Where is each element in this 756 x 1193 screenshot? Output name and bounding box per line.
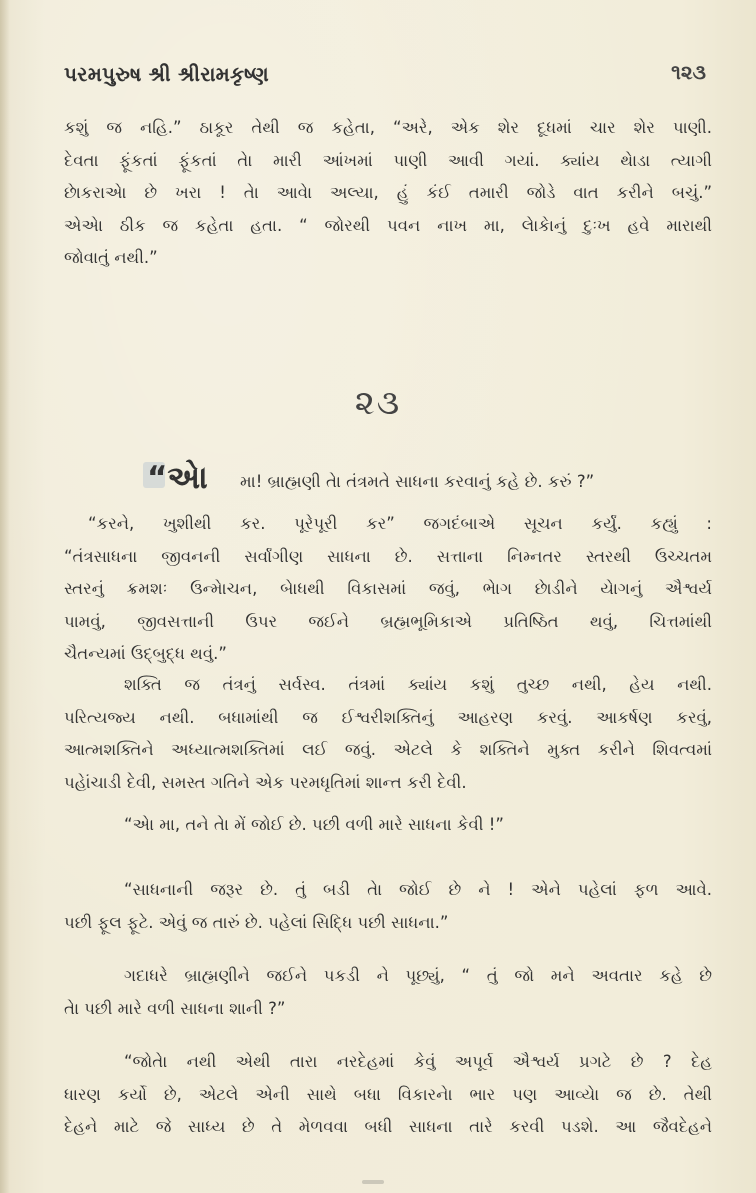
paragraph-dialogue-1 bbox=[64, 809, 712, 842]
text-line: પરિત્યજ્ય નથી. બધામાંથી જ ઈશ્વરીશક્તિનું આહરણ કરવું. આકર્ષણ કરવું, bbox=[64, 707, 712, 727]
paper-blemish bbox=[362, 1180, 384, 1184]
text-line: દેહને માટે જે સાધ્ય છે તે મેળવવા બધી સાધના તારે કરવી પડશે. આ જૈવદેહને bbox=[64, 1117, 712, 1137]
text-line: “કરને, ખુશીથી કર. પૂરેપૂરી કર” જગદંબાએ સૂચન કર્યું. કહ્યું : bbox=[88, 514, 712, 533]
paragraph-closing bbox=[64, 1046, 712, 1144]
text-line: જોવાતું નથી.” bbox=[64, 248, 158, 268]
page-binding-shadow bbox=[0, 0, 10, 1193]
text-line: પહેાંચાડી દેવી, સમસ્ત ગતિને એક પરમધૃતિમાં શાન્ત કરી દેવી. bbox=[64, 772, 467, 792]
chapter-first-line: મા! બ્રાહ્મણી તેા તંત્રમતે સાધના કરવાનું કહે છે. કરું ?” bbox=[240, 472, 595, 491]
paragraph-tantra-sadhana bbox=[64, 508, 712, 671]
text-line: આત્મશક્તિને અધ્યાત્મશક્તિમાં લઈ જવું. એટલે કે શક્તિને મુક્ત કરીને શિવત્વમાં bbox=[64, 740, 712, 760]
text-line: “એા મા, તને તેા મેં જોઈ છે. પછી વળી મારે સાધના કેવી !” bbox=[124, 815, 504, 834]
drop-cap: “એા bbox=[147, 460, 208, 496]
text-line: પછી ફૂલ ફૂટે. એવું જ તારું છે. પહેલાં સિદ્ધિ પછી સાધના.” bbox=[64, 912, 449, 932]
paragraph-shakti bbox=[64, 669, 712, 799]
text-line: દેવતા ફૂંકતાં ફૂંકતાં તેા મારી આંખમાં પાણી આવી ગયાં. ક્યાંય થેાડા ત્યાગી bbox=[64, 150, 712, 170]
text-line: “સાધનાની જરૂર છે. તું બડી તેા જોઈ છે ને ! એને પહેલાં ફળ આવે. bbox=[124, 880, 712, 899]
text-line: છેાકરાએા છે ખરા ! તેા આવેા અલ્યા, હું કંઈ તમારી જોડે વાત કરીને બચું.” bbox=[64, 183, 712, 203]
text-line: એએા ઠીક જ કહેતા હતા. “ જોરથી પવન નાખ મા, લેાકેાનું દુઃખ હવે મારાથી bbox=[64, 215, 712, 235]
paragraph-dialogue-2 bbox=[64, 874, 712, 939]
chapter-number: ૨૩ bbox=[354, 383, 402, 423]
text-line: કશું જ નહિ.” ઠાકૂર તેથી જ કહેતા, “અરે, એક શેર દૂધમાં ચાર શેર પાણી. bbox=[64, 118, 712, 137]
text-line: ગદાધરે બ્રાહ્મણીને જઈને પકડી ને પૂછ્યું, “ તું જો મને અવતાર કહે છે bbox=[124, 966, 712, 985]
text-line: ચૈતન્યમાં ઉદ્બુદ્ધ થવું.” bbox=[64, 644, 227, 664]
text-line: પામવું, જીવસત્તાની ઉપર જઈને બ્રહ્મભૂમિકાએ પ્રતિષ્ઠિત થવું, ચિત્તમાંથી bbox=[64, 611, 712, 631]
text-line: “તંત્રસાધના જીવનની સર્વાંગીણ સાધના છે. સત્તાના નિમ્નતર સ્તરથી ઉચ્ચતમ bbox=[64, 546, 712, 566]
paragraph-gadadhar bbox=[64, 960, 712, 1025]
running-title: પરમપુરુષ શ્રી શ્રીરામકૃષ્ણ bbox=[64, 62, 269, 86]
page-number: ૧૨૩ bbox=[671, 60, 706, 84]
text-line: શક્તિ જ તંત્રનું સર્વસ્વ. તંત્રમાં ક્યાંય કશું તુચ્છ નથી, હેય નથી. bbox=[124, 675, 712, 694]
text-line: તેા પછી મારે વળી સાધના શાની ?” bbox=[64, 998, 286, 1018]
paragraph-opening bbox=[64, 112, 712, 275]
text-line: સ્તરનું ક્રમશઃ ઉન્મેાચન, બેાધથી વિકાસમાં જવું, ભેાગ છેાડીને યેાગનું ઐશ્વર્ય bbox=[64, 579, 712, 599]
text-line: ધારણ કર્યો છે, એટલે એની સાથે બધા વિકારનેા ભાર પણ આવ્યેા જ છે. તેથી bbox=[64, 1084, 712, 1104]
text-line: “જોતેા નથી એથી તારા નરદેહમાં કેવું અપૂર્વ ઐશ્વર્ય પ્રગટે છે ? દેહ bbox=[124, 1052, 712, 1071]
